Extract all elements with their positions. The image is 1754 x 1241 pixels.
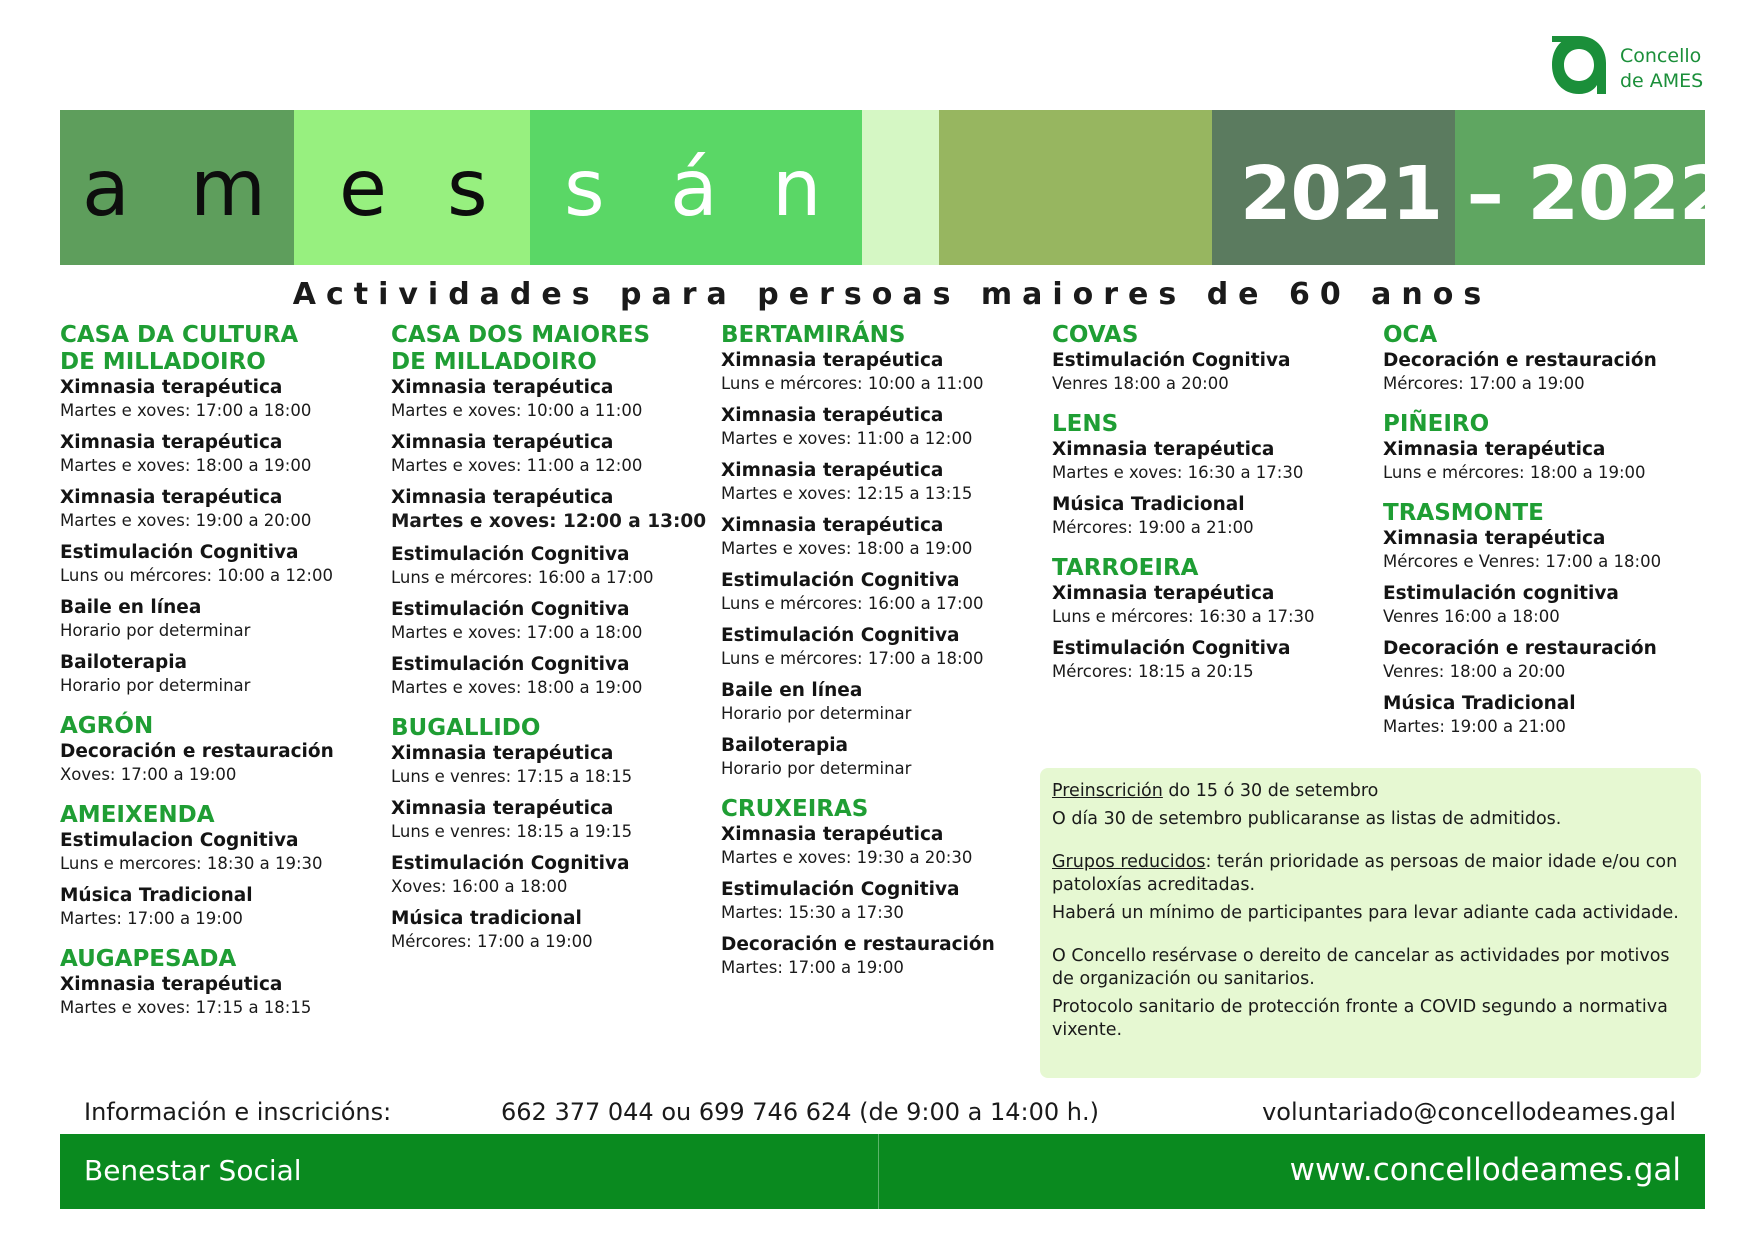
activity-schedule: Luns e mercores: 18:30 a 19:30: [60, 854, 323, 873]
location-group: [60, 322, 380, 697]
activity-item: [1383, 637, 1703, 683]
activity-schedule: Martes e xoves: 11:00 a 12:00: [391, 456, 643, 475]
banner-letter: s: [447, 144, 488, 234]
activity-name: Baile en línea: [60, 597, 202, 618]
location-heading: AUGAPESADA: [60, 946, 237, 972]
activity-schedule: Horario por determinar: [721, 759, 912, 778]
activity-item: [391, 653, 711, 699]
location-heading: CASA DA CULTURA DE MILLADOIRO: [60, 322, 299, 375]
activity-name: Estimulacion Cognitiva: [60, 830, 299, 851]
activity-item: [60, 973, 380, 1019]
activity-item: [391, 797, 711, 843]
activity-item: [721, 679, 1041, 725]
activity-item: [721, 878, 1041, 924]
activity-schedule: Xoves: 17:00 a 19:00: [60, 765, 237, 784]
activity-name: Ximnasia terapéutica: [391, 743, 614, 764]
activity-item: [721, 823, 1041, 869]
contact-label: Información e inscricións:: [84, 1098, 392, 1126]
preinscription-text: do 15 ó 30 de setembro: [1162, 781, 1379, 801]
activity-schedule: Martes: 15:30 a 17:30: [721, 903, 904, 922]
activity-item: [391, 376, 711, 422]
activity-schedule: Martes e xoves: 17:00 a 18:00: [60, 401, 312, 420]
banner-letter: á: [670, 144, 718, 234]
activity-schedule: Martes: 17:00 a 19:00: [60, 909, 243, 928]
page-subtitle: Actividades para persoas maiores de 60 anos: [292, 277, 1492, 312]
activity-name: Estimulación Cognitiva: [391, 654, 630, 675]
activity-name: Ximnasia terapéutica: [60, 487, 283, 508]
activity-name: Música tradicional: [391, 908, 582, 929]
activity-schedule: Venres 18:00 a 20:00: [1052, 374, 1229, 393]
location-group: [1383, 411, 1703, 484]
schedule-column-4: [1052, 322, 1372, 699]
activity-schedule: Luns e mércores: 10:00 a 11:00: [721, 374, 984, 393]
activity-name: Ximnasia terapéutica: [721, 824, 944, 845]
activity-schedule: Mércores e Venres: 17:00 a 18:00: [1383, 552, 1662, 571]
schedule-column-1: [60, 322, 380, 1035]
activity-name: Decoración e restauración: [1383, 638, 1657, 659]
activity-item: [60, 486, 380, 532]
activity-schedule: Martes e xoves: 19:30 a 20:30: [721, 848, 973, 867]
location-group: [1052, 555, 1372, 683]
preinscription-line: [1052, 780, 1689, 803]
location-heading: CRUXEIRAS: [721, 796, 869, 822]
activity-schedule: Martes e xoves: 17:00 a 18:00: [391, 623, 643, 642]
activity-name: Ximnasia terapéutica: [391, 798, 614, 819]
activity-schedule: Venres 16:00 a 18:00: [1383, 607, 1560, 626]
activity-item: [1383, 582, 1703, 628]
activity-item: [721, 459, 1041, 505]
banner-letter: m: [190, 144, 266, 234]
activity-name: Música Tradicional: [1052, 494, 1245, 515]
banner-letter: a: [82, 144, 130, 234]
activity-schedule: Martes e xoves: 17:15 a 18:15: [60, 998, 312, 1017]
concello-logo: [1548, 30, 1708, 100]
activity-name: Estimulación Cognitiva: [391, 853, 630, 874]
location-heading: AGRÓN: [60, 713, 154, 739]
activity-schedule: Mércores: 17:00 a 19:00: [391, 932, 593, 951]
activity-schedule: Martes e xoves: 11:00 a 12:00: [721, 429, 973, 448]
activity-item: [60, 740, 380, 786]
activity-item: [391, 852, 711, 898]
activity-item: [391, 486, 711, 534]
activity-item: [60, 431, 380, 477]
location-heading: LENS: [1052, 411, 1119, 437]
location-heading: PIÑEIRO: [1383, 411, 1490, 437]
activity-schedule: Martes e xoves: 18:00 a 19:00: [60, 456, 312, 475]
activity-schedule: Luns e mércores: 16:30 a 17:30: [1052, 607, 1315, 626]
activity-item: [721, 933, 1041, 979]
activity-name: Ximnasia terapéutica: [1383, 439, 1606, 460]
activity-schedule: Xoves: 16:00 a 18:00: [391, 877, 568, 896]
location-group: [1052, 411, 1372, 539]
title-banner: [60, 110, 1730, 265]
activity-name: Ximnasia terapéutica: [721, 405, 944, 426]
info-notice-box: [1040, 768, 1701, 1078]
activity-item: [391, 742, 711, 788]
location-group: [60, 946, 380, 1019]
preinscription-label: Preinscrición: [1052, 781, 1163, 801]
activity-name: Ximnasia terapéutica: [60, 974, 283, 995]
banner-block: [294, 110, 530, 265]
footer-department: Benestar Social: [84, 1154, 302, 1187]
activity-name: Decoración e restauración: [1383, 350, 1657, 371]
activity-name: Decoración e restauración: [721, 934, 995, 955]
location-group: [1383, 500, 1703, 738]
activity-item: [721, 624, 1041, 670]
activity-name: Estimulación Cognitiva: [721, 879, 960, 900]
activity-schedule: Luns e mércores: 18:00 a 19:00: [1383, 463, 1646, 482]
banner-letter: s: [564, 144, 605, 234]
activity-name: Estimulación cognitiva: [1383, 583, 1619, 604]
activity-schedule: Horario por determinar: [60, 621, 251, 640]
reserve-line: O Concello resérvase o dereito de cancelar as actividades por motivos de organización ou sanitarios.: [1052, 946, 1670, 989]
activity-name: Estimulación Cognitiva: [721, 625, 960, 646]
activity-schedule: Martes e xoves: 16:30 a 17:30: [1052, 463, 1304, 482]
activity-schedule: Martes: 17:00 a 19:00: [721, 958, 904, 977]
location-heading: OCA: [1383, 322, 1438, 348]
footer-website-link[interactable]: www.concellodeames.gal: [1289, 1152, 1681, 1188]
activity-schedule: Luns e mércores: 16:00 a 17:00: [391, 568, 654, 587]
activity-item: [721, 734, 1041, 780]
logo-text: [1620, 44, 1703, 94]
banner-block: [862, 110, 939, 265]
location-heading: TARROEIRA: [1052, 555, 1199, 581]
location-group: [391, 322, 711, 699]
activity-item: [391, 598, 711, 644]
activity-item: [60, 541, 380, 587]
location-group: [1383, 322, 1703, 395]
activity-schedule: Martes e xoves: 18:00 a 19:00: [391, 678, 643, 697]
activity-item: [721, 514, 1041, 560]
activity-schedule: Luns e venres: 18:15 a 19:15: [391, 822, 633, 841]
location-group: [721, 796, 1041, 979]
activity-name: Música Tradicional: [1383, 693, 1576, 714]
activity-schedule: Horario por determinar: [60, 676, 251, 695]
protocol-line: Protocolo sanitario de protección fronte a COVID segundo a normativa vixente.: [1052, 997, 1668, 1040]
activity-schedule: Luns e mércores: 17:00 a 18:00: [721, 649, 984, 668]
schedule-column-2: [391, 322, 711, 969]
activity-item: [60, 829, 380, 875]
location-group: [60, 713, 380, 786]
concello-a-logo-icon: [1548, 32, 1610, 98]
activity-item: [721, 404, 1041, 450]
location-heading: CASA DOS MAIORES DE MILLADOIRO: [391, 322, 651, 375]
activity-schedule: Martes e xoves: 10:00 a 11:00: [391, 401, 643, 420]
activity-item: [1383, 692, 1703, 738]
year-title: 2021 – 2022: [1240, 151, 1730, 237]
schedule-column-3: [721, 322, 1041, 995]
minimum-line: Haberá un mínimo de participantes para levar adiante cada actividade.: [1052, 903, 1679, 923]
contact-phones: 662 377 044 ou 699 746 624 (de 9:00 a 14:00 h.): [501, 1098, 1099, 1126]
activity-item: [1383, 527, 1703, 573]
activity-schedule: Luns e venres: 17:15 a 18:15: [391, 767, 633, 786]
activity-name: Música Tradicional: [60, 885, 253, 906]
activity-schedule: Martes e xoves: 12:00 a 13:00: [391, 511, 707, 532]
activity-item: [391, 431, 711, 477]
groups-label: Grupos reducidos: [1052, 852, 1206, 872]
activity-schedule: Martes e xoves: 18:00 a 19:00: [721, 539, 973, 558]
location-heading: TRASMONTE: [1383, 500, 1544, 526]
groups-text: : terán prioridade as persoas de maior idade e/ou con patoloxías acreditadas.: [1052, 852, 1678, 895]
activity-name: Ximnasia terapéutica: [391, 377, 614, 398]
banner-letter: e: [339, 144, 387, 234]
logo-line-1: Concello: [1620, 45, 1702, 67]
location-group: [60, 802, 380, 930]
activity-schedule: Martes e xoves: 19:00 a 20:00: [60, 511, 312, 530]
activity-item: [721, 349, 1041, 395]
footer-bar: [60, 1134, 1705, 1209]
schedule-column-5: [1383, 322, 1703, 754]
activity-name: Ximnasia terapéutica: [60, 377, 283, 398]
logo-line-2: de AMES: [1620, 70, 1704, 92]
activity-name: Ximnasia terapéutica: [721, 515, 944, 536]
activity-name: Baile en línea: [721, 680, 863, 701]
activity-item: [1383, 349, 1703, 395]
activity-item: [1052, 438, 1372, 484]
activity-name: Estimulación Cognitiva: [60, 542, 299, 563]
activity-name: Ximnasia terapéutica: [60, 432, 283, 453]
activity-name: Ximnasia terapéutica: [721, 350, 944, 371]
activity-schedule: Martes e xoves: 12:15 a 13:15: [721, 484, 973, 503]
activity-name: Estimulación Cognitiva: [1052, 638, 1291, 659]
activity-schedule: Mércores: 17:00 a 19:00: [1383, 374, 1585, 393]
activity-item: [391, 543, 711, 589]
location-group: [1052, 322, 1372, 395]
location-heading: BERTAMIRÁNS: [721, 322, 906, 348]
activity-item: [60, 884, 380, 930]
activity-item: [1052, 349, 1372, 395]
activity-name: Ximnasia terapéutica: [391, 432, 614, 453]
activity-name: Ximnasia terapéutica: [1383, 528, 1606, 549]
location-heading: AMEIXENDA: [60, 802, 215, 828]
activity-item: [1052, 582, 1372, 628]
activity-schedule: Luns ou mércores: 10:00 a 12:00: [60, 566, 333, 585]
activity-item: [60, 376, 380, 422]
activity-name: Estimulación Cognitiva: [391, 599, 630, 620]
activity-item: [60, 596, 380, 642]
activity-item: [391, 907, 711, 953]
activity-item: [1383, 438, 1703, 484]
activity-name: Ximnasia terapéutica: [721, 460, 944, 481]
footer-divider: [878, 1134, 879, 1209]
activity-name: Bailoterapia: [721, 735, 849, 756]
activity-name: Ximnasia terapéutica: [391, 487, 614, 508]
banner-letter: n: [772, 144, 822, 234]
activity-name: Decoración e restauración: [60, 741, 334, 762]
lists-line: O día 30 de setembro publicaranse as listas de admitidos.: [1052, 809, 1562, 829]
groups-line: [1052, 851, 1689, 897]
location-group: [721, 322, 1041, 780]
activity-name: Bailoterapia: [60, 652, 188, 673]
location-heading: COVAS: [1052, 322, 1139, 348]
location-heading: BUGALLIDO: [391, 715, 541, 741]
activity-schedule: Mércores: 19:00 a 21:00: [1052, 518, 1254, 537]
activity-item: [1052, 637, 1372, 683]
activity-item: [1052, 493, 1372, 539]
activity-name: Estimulación Cognitiva: [1052, 350, 1291, 371]
activity-schedule: Martes: 19:00 a 21:00: [1383, 717, 1566, 736]
activity-item: [721, 569, 1041, 615]
activity-schedule: Horario por determinar: [721, 704, 912, 723]
activity-schedule: Venres: 18:00 a 20:00: [1383, 662, 1566, 681]
activity-schedule: Mércores: 18:15 a 20:15: [1052, 662, 1254, 681]
activity-name: Estimulación Cognitiva: [391, 544, 630, 565]
activity-name: Ximnasia terapéutica: [1052, 439, 1275, 460]
activity-item: [60, 651, 380, 697]
contact-email[interactable]: voluntariado@concellodeames.gal: [1262, 1098, 1676, 1126]
activity-name: Ximnasia terapéutica: [1052, 583, 1275, 604]
location-group: [391, 715, 711, 953]
banner-block: [939, 110, 1212, 265]
activity-schedule: Luns e mércores: 16:00 a 17:00: [721, 594, 984, 613]
activity-name: Estimulación Cognitiva: [721, 570, 960, 591]
